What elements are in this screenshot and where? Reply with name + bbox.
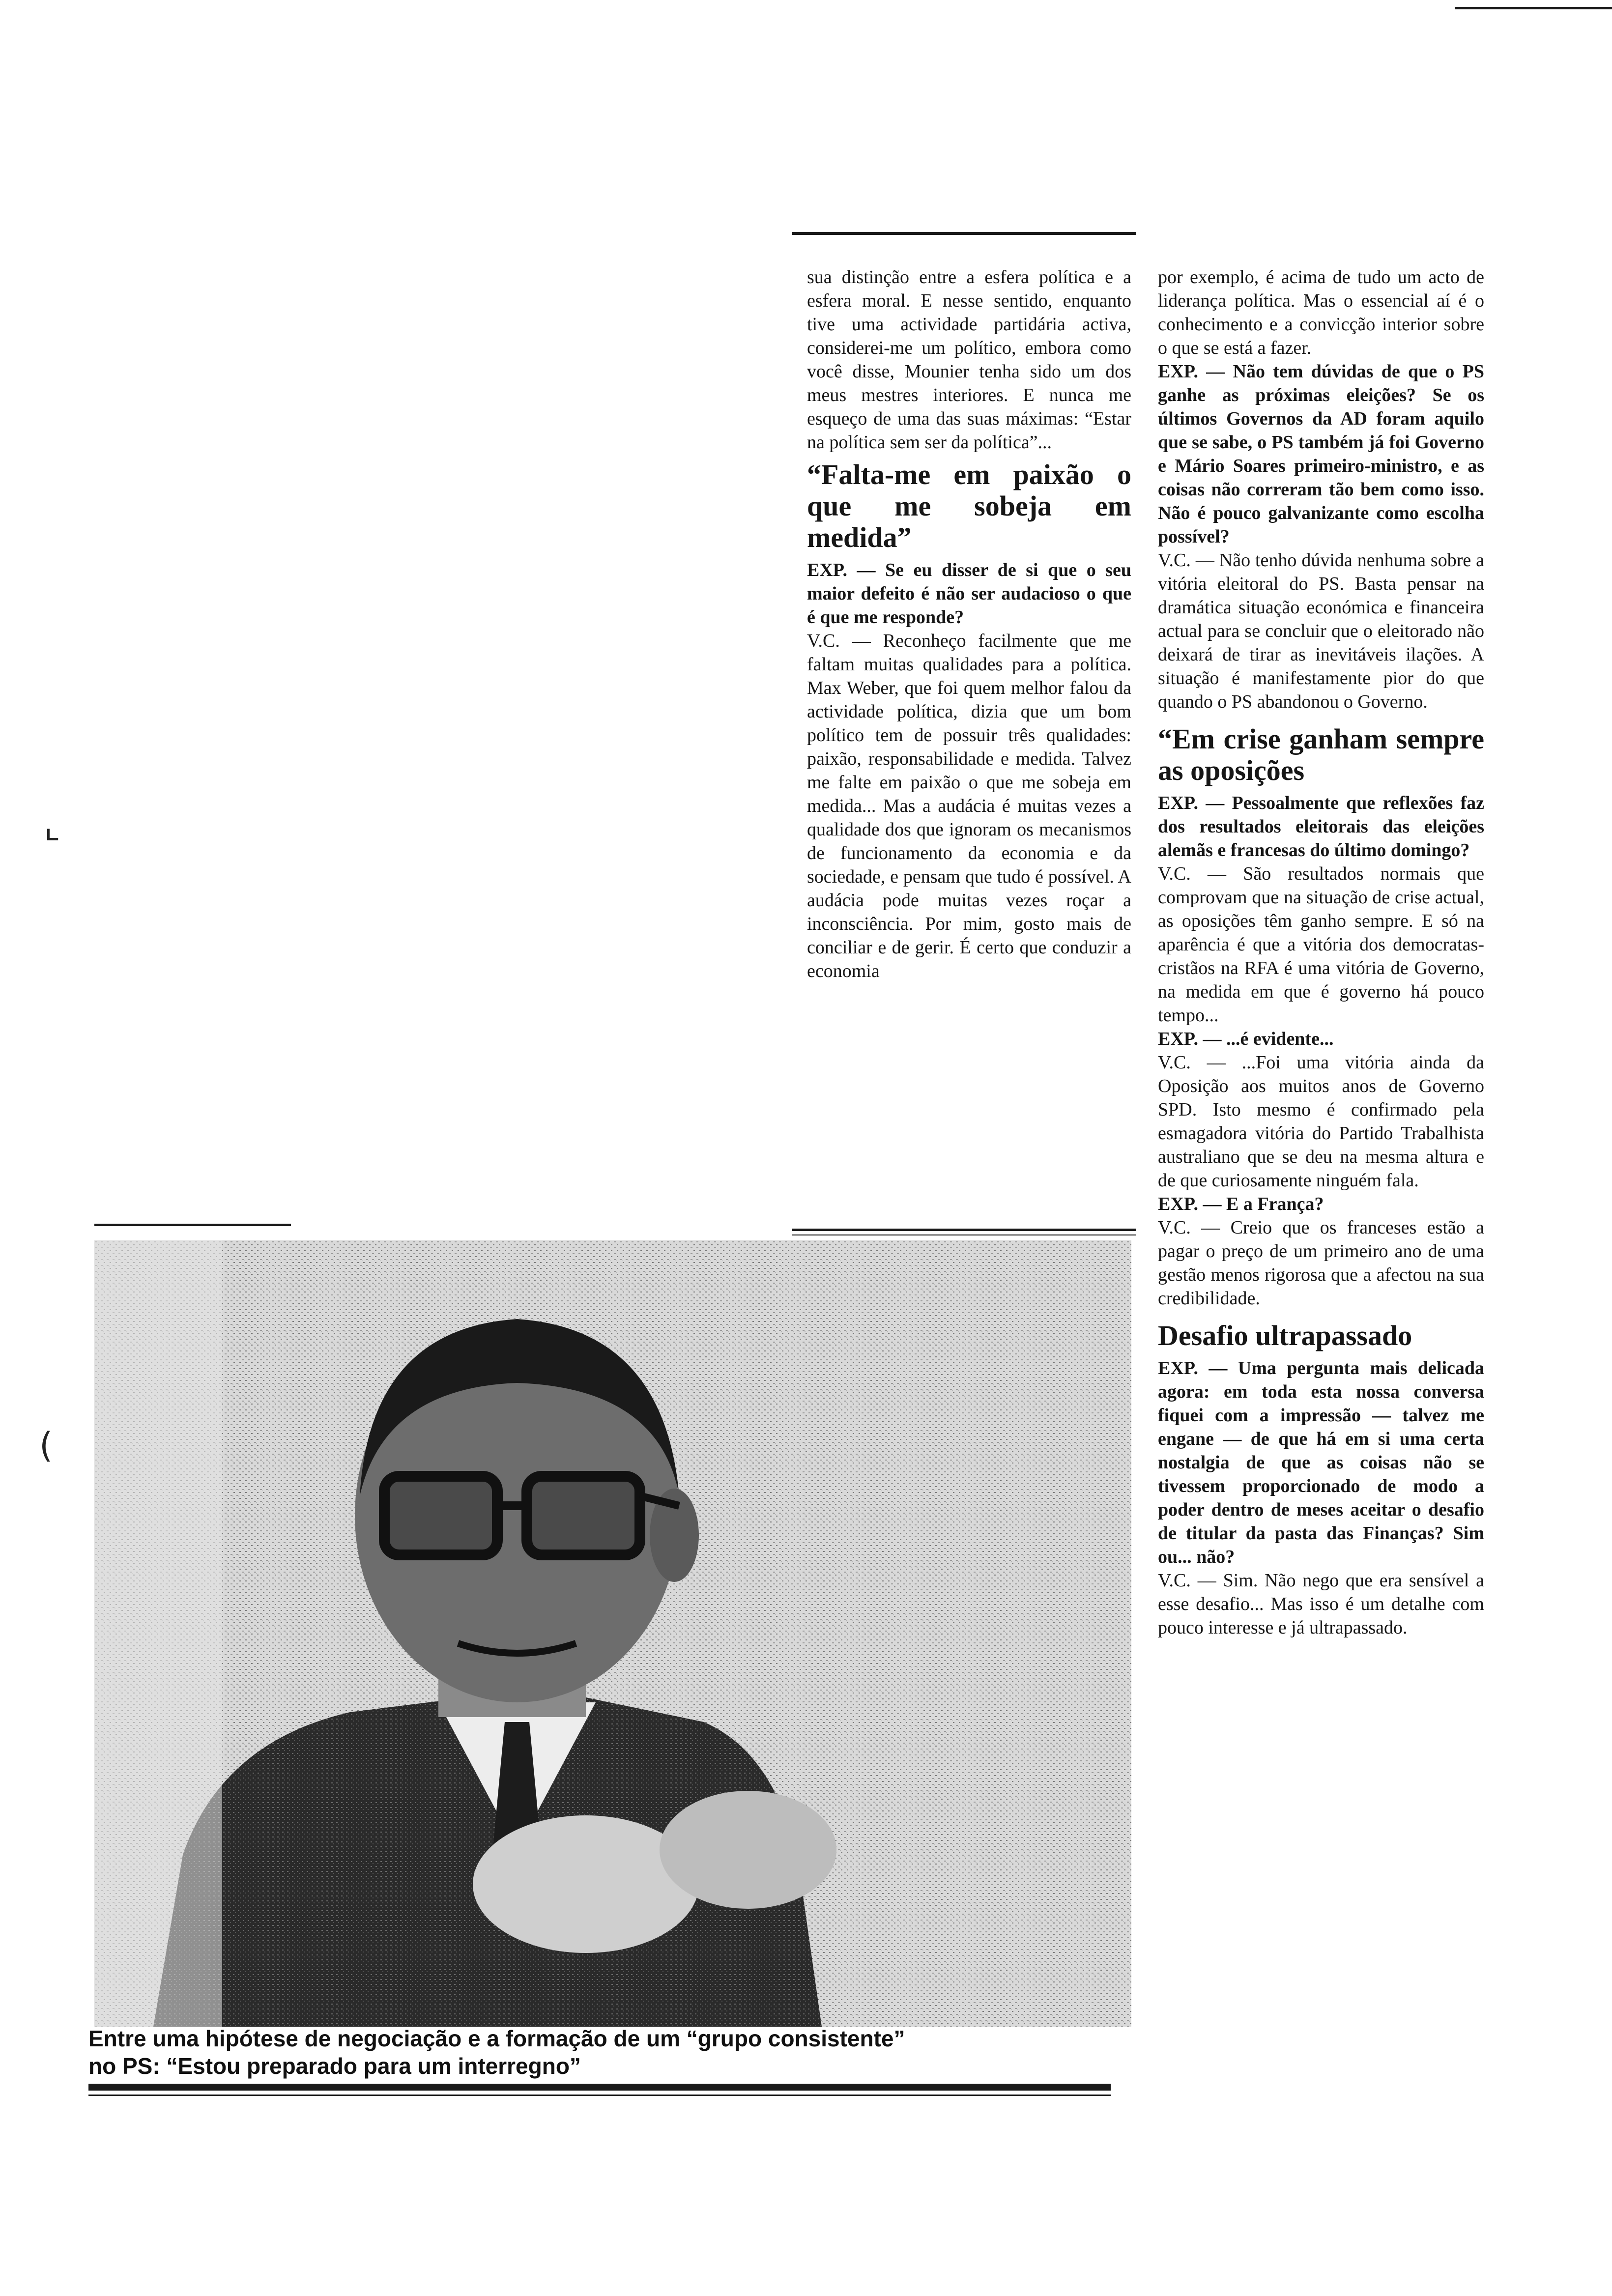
answer-text: ...Foi uma vitória ainda da Oposição aos muitos anos de Governo SPD. Isto mesmo é confirmado pela esmagadora vitória do Partido Trabalhista australiano que se deu na mesma altura e de que curiosamente ninguém fala. (1158, 1052, 1485, 1191)
interviewee-label: V.C. — (1158, 1052, 1226, 1073)
article-column-right (1158, 265, 1484, 1639)
question-text: Não tem dúvidas de que o PS ganhe as próximas eleições? Se os últimos Governos da AD foram aquilo que se sabe, o PS também já foi Governo e Mário Soares primeiro-ministro, e as coisas não correram tão bem como isso. Não é pouco galvanizante como escolha possível? (1158, 361, 1485, 547)
question-text: E a França? (1226, 1194, 1324, 1214)
photo-caption (88, 2025, 1140, 2080)
answer (1158, 548, 1484, 714)
subheading: Desafio ultrapassado (1158, 1320, 1412, 1351)
answer-text: Sim. Não nego que era sensível a esse desafio... Mas isso é um detalhe com pouco interesse e já ultrapassado. (1158, 1570, 1485, 1638)
question-text: Pessoalmente que reflexões faz dos resultados eleitorais das eleições alemãs e francesas do último domingo? (1158, 793, 1484, 861)
caption-bottom-rule-thin (88, 2095, 1111, 2096)
interviewer-label: EXP. — (807, 560, 876, 580)
interviewer-label: EXP. — (1158, 793, 1225, 813)
question-text: Uma pergunta mais delicada agora: em toda esta nossa conversa fiquei com a impressão — talvez me engane — de que há em si uma certa nostalgia de que as coisas não se tivessem proporcionado de modo a poder dentro de meses aceitar o desafio de titular da pasta das Finanças? Sim ou... não? (1158, 1358, 1485, 1567)
answer (1158, 862, 1484, 1027)
interviewee-label: V.C. — (1158, 863, 1227, 884)
photo-top-rule-left (94, 1224, 291, 1226)
portrait-illustration (94, 1240, 1131, 2027)
question-text: Se eu disser de si que o seu maior defeito é não ser audacioso o que é que me responde? (807, 560, 1131, 628)
question (1158, 791, 1484, 862)
answer-text: Não tenho dúvida nenhuma sobre a vitória eleitoral do PS. Basta pensar na dramática situação económica e financeira actual para se concluir que o eleitorado não deixará de tirar as inevitáveis ilações. A situação é manifestamente pior do que quando o PS abandonou o Governo. (1158, 550, 1485, 712)
margin-mark: ( (39, 1425, 53, 1465)
article-column-middle (807, 265, 1131, 983)
question (1158, 360, 1484, 548)
interviewer-label: EXP. — (1158, 1029, 1222, 1049)
interviewee-label: V.C. — (1158, 1217, 1220, 1238)
question (1158, 1356, 1484, 1569)
caption-bottom-rule (88, 2084, 1111, 2091)
margin-mark: ⌞ (44, 806, 60, 846)
answer (1158, 1051, 1484, 1192)
interviewer-label: EXP. — (1158, 1194, 1222, 1214)
question-text: ...é evidente... (1226, 1029, 1334, 1049)
interviewer-label: EXP. — (1158, 361, 1225, 382)
column-top-rule (792, 232, 1136, 235)
column-bottom-rule (792, 1229, 1136, 1231)
question (807, 558, 1131, 629)
question (1158, 1027, 1484, 1051)
paragraph: por exemplo, é acima de tudo um acto de liderança política. Mas o essencial aí é o conhecimento e a convicção interior sobre o que se está a fazer. (1158, 267, 1484, 358)
column-bottom-rule-thin (792, 1234, 1136, 1235)
interviewer-label: EXP. — (1158, 1358, 1228, 1378)
question (1158, 1192, 1484, 1216)
answer (1158, 1569, 1484, 1639)
subheading: “Falta-me em paixão o que me sobeja em medida” (807, 459, 1131, 553)
caption-line: Entre uma hipótese de negociação e a formação de um “grupo consistente” (88, 2026, 905, 2051)
subheading: “Em crise ganham sempre as oposições (1158, 723, 1484, 786)
interviewee-label: V.C. — (1158, 550, 1214, 571)
answer-text: Creio que os franceses estão a pagar o preço de um primeiro ano de uma gestão menos rigorosa que a afectou na sua credibilidade. (1158, 1217, 1484, 1309)
interviewee-label: V.C. — (807, 631, 871, 651)
caption-line: no PS: “Estou preparado para um interregno” (88, 2053, 581, 2079)
portrait-photo (94, 1240, 1131, 2027)
answer-text: Reconheço facilmente que me faltam muitas qualidades para a política. Max Weber, que foi quem melhor falou da actividade política, dizia que um bom político tem de possuir três qualidades: paixão, responsabilidade e medida. Talvez me falte em paixão o que me sobeja em medida... Mas a audácia é muitas vezes a qualidade dos que ignoram os mecanismos de funcionamento da economia e da sociedade, e pensam que tudo é possível. A audácia pode muitas vezes roçar a inconsciência. Por mim, gosto mais de conciliar e de gerir. É certo que conduzir a economia (807, 631, 1132, 981)
paragraph: sua distinção entre a esfera política e a esfera moral. E nesse sentido, enquanto tive uma actividade partidária activa, considerei-me um político, embora como você disse, Mounier tenha sido um dos meus mestres interiores. E nunca me esqueço de uma das suas máximas: “Estar na política sem ser da política”... (807, 267, 1131, 453)
answer-text: São resultados normais que comprovam que na situação de crise actual, as oposições têm ganho sempre. E só na aparência é que a vitória dos democratas-cristãos na RFA é uma vitória de Governo, na medida em que é governo há pouco tempo... (1158, 863, 1485, 1026)
top-edge-rule (1455, 7, 1612, 9)
answer (807, 629, 1131, 983)
answer (1158, 1216, 1484, 1310)
interviewee-label: V.C. — (1158, 1570, 1216, 1591)
